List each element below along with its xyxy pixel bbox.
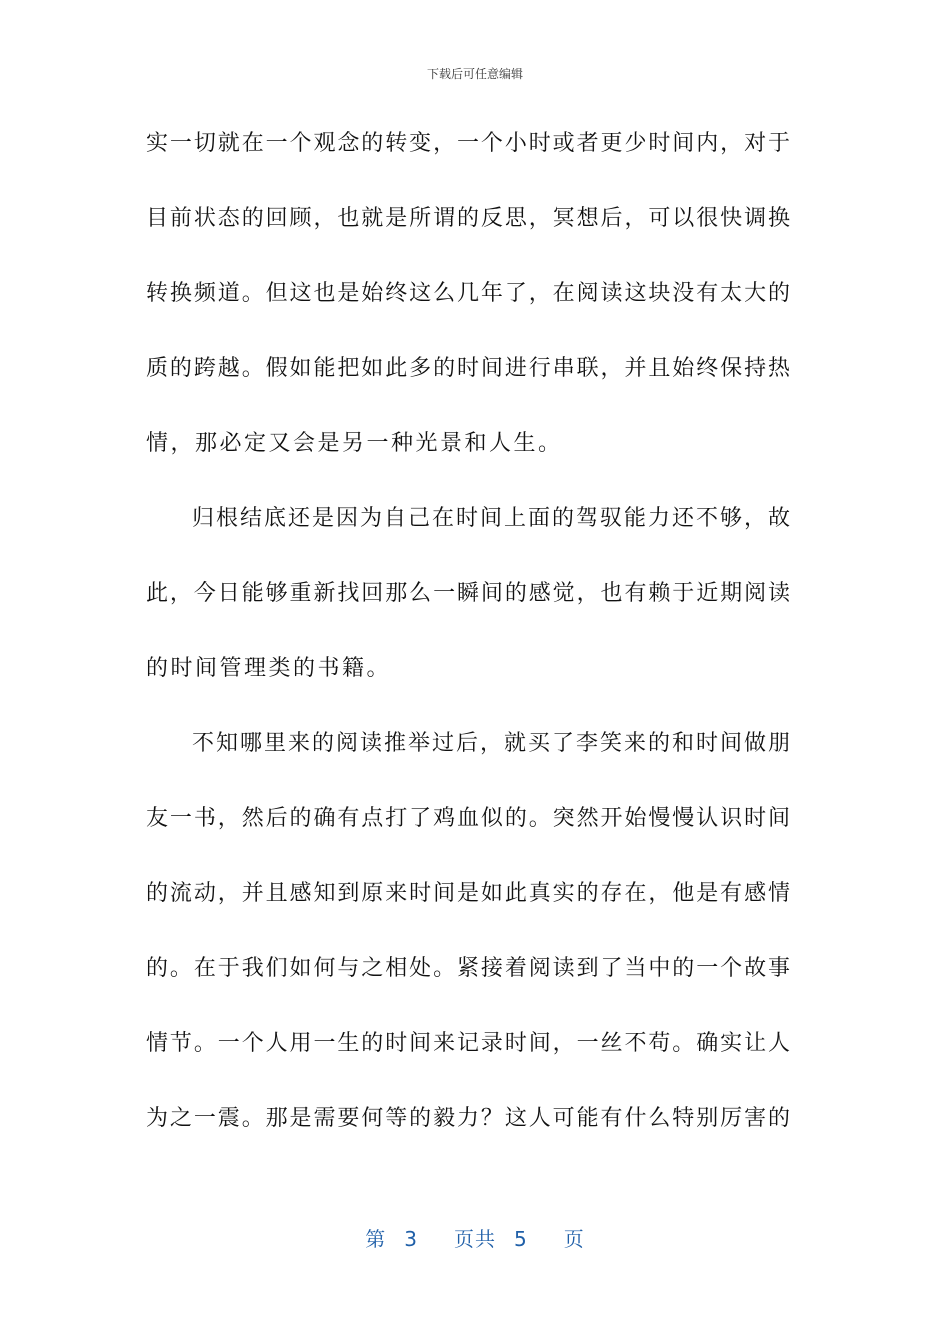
text-line: 为之一震。那是需要何等的毅力？这人可能有什么特别厉害的	[146, 1106, 790, 1131]
text-line: 此，今日能够重新找回那么一瞬间的感觉，也有赖于近期阅读	[146, 581, 790, 606]
text-line: 情，那必定又会是另一种光景和人生。	[146, 431, 563, 456]
text-line: 情节。一个人用一生的时间来记录时间，一丝不苟。确实让人	[146, 1031, 790, 1056]
text-line: 友一书，然后的确有点打了鸡血似的。突然开始慢慢认识时间	[146, 806, 790, 831]
text-line: 归根结底还是因为自己在时间上面的驾驭能力还不够，故	[192, 506, 790, 531]
header-note: 下载后可任意编辑	[426, 67, 523, 81]
text-line: 目前状态的回顾，也就是所谓的反思，冥想后，可以很快调换	[146, 206, 790, 231]
page-label-mid: 页共	[454, 1227, 496, 1251]
text-line: 实一切就在一个观念的转变，一个小时或者更少时间内，对于	[146, 131, 790, 156]
page-footer	[0, 1224, 950, 1254]
text-line: 转换频道。但这也是始终这么几年了，在阅读这块没有太大的	[146, 281, 790, 306]
current-page-number: 3	[404, 1227, 418, 1251]
text-line: 的流动，并且感知到原来时间是如此真实的存在，他是有感情	[146, 881, 790, 906]
text-line: 的时间管理类的书籍。	[146, 656, 392, 681]
text-line: 不知哪里来的阅读推举过后，就买了李笑来的和时间做朋	[192, 731, 790, 756]
text-line: 的。在于我们如何与之相处。紧接着阅读到了当中的一个故事	[146, 956, 790, 981]
total-pages-number: 5	[514, 1227, 528, 1251]
page-label-suffix: 页	[563, 1227, 585, 1251]
page-label-prefix: 第	[365, 1227, 387, 1251]
text-line: 质的跨越。假如能把如此多的时间进行串联，并且始终保持热	[146, 356, 790, 381]
